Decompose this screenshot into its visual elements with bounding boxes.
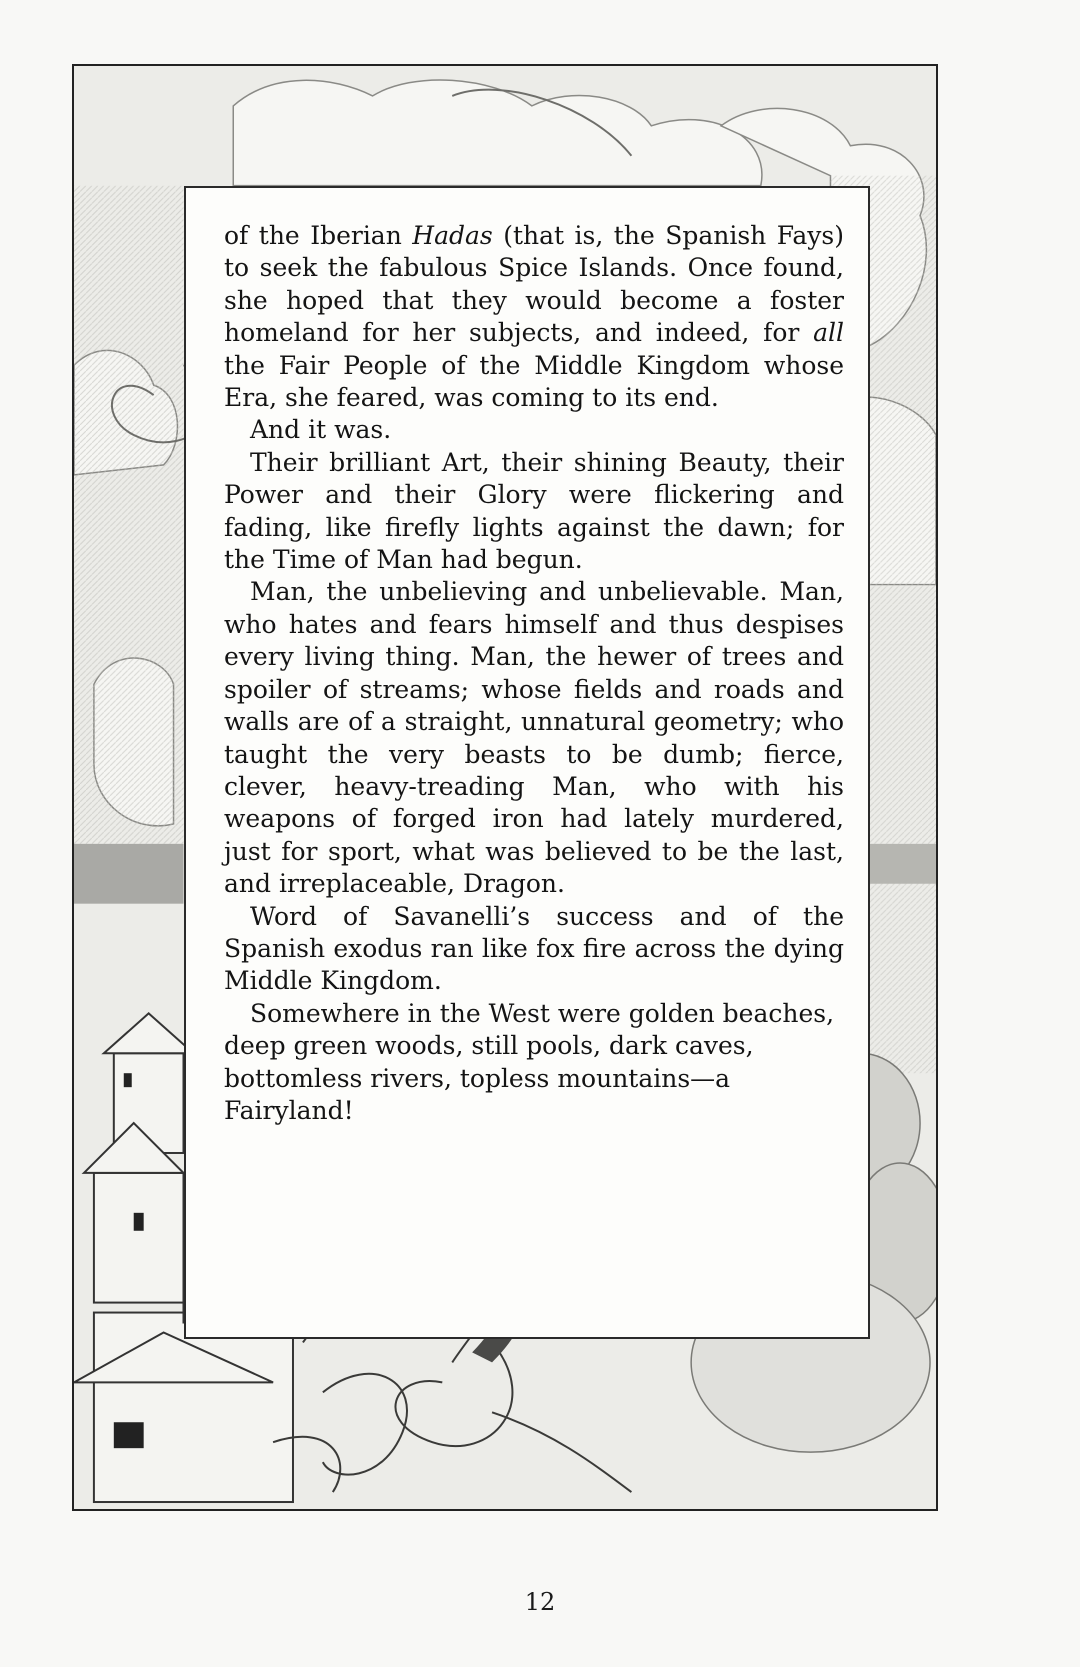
- page-number: 12: [524, 1588, 556, 1616]
- paragraph: [224, 447, 844, 577]
- paragraph: [224, 576, 844, 900]
- text-segment: And it was.: [250, 415, 392, 445]
- paragraph: [224, 220, 844, 414]
- text-panel: [184, 186, 870, 1339]
- text-segment: Man, the unbelieving and unbelievable. Man, who hates and fears himself and thus despises every living thing. Man, the hewer of trees and spoiler of streams; whose fields and roads and walls are of a straight, unnatural geometry; who taught the very beasts to be dumb; fierce, clever, heavy-treading Man, who with his weapons of forged iron had lately murdered, just for sport, what was believed to be the last, and irreplaceable, Dragon.: [224, 577, 844, 899]
- text-segment: (that is, the Spanish Fays) to seek the fabulous Spice Islands. Once found, she hoped that they would become a foster homeland for her subjects, and indeed, for: [224, 221, 844, 348]
- italic-text: Hadas: [412, 221, 493, 250]
- italic-text: all: [813, 318, 844, 348]
- paragraph: [224, 998, 844, 1128]
- paragraph: [224, 414, 844, 446]
- paragraph: [224, 901, 844, 998]
- text-segment: the Fair People of the Middle Kingdom whose Era, she feared, was coming to its end.: [224, 350, 844, 413]
- text-segment: Their brilliant Art, their shining Beauty, their Power and their Glory were flickering and fading, like firefly lights against the dawn; for the Time of Man had begun.: [224, 447, 844, 575]
- text-segment: Somewhere in the West were golden beaches, deep green woods, still pools, dark caves, bottomless rivers, topless mountains—a Fairyland!: [224, 998, 835, 1125]
- text-segment: of the Iberian: [224, 221, 413, 250]
- body-text: [224, 220, 844, 1127]
- text-segment: Word of Savanelli’s success and of the Spanish exodus ran like fox fire across the dying Middle Kingdom.: [224, 901, 844, 996]
